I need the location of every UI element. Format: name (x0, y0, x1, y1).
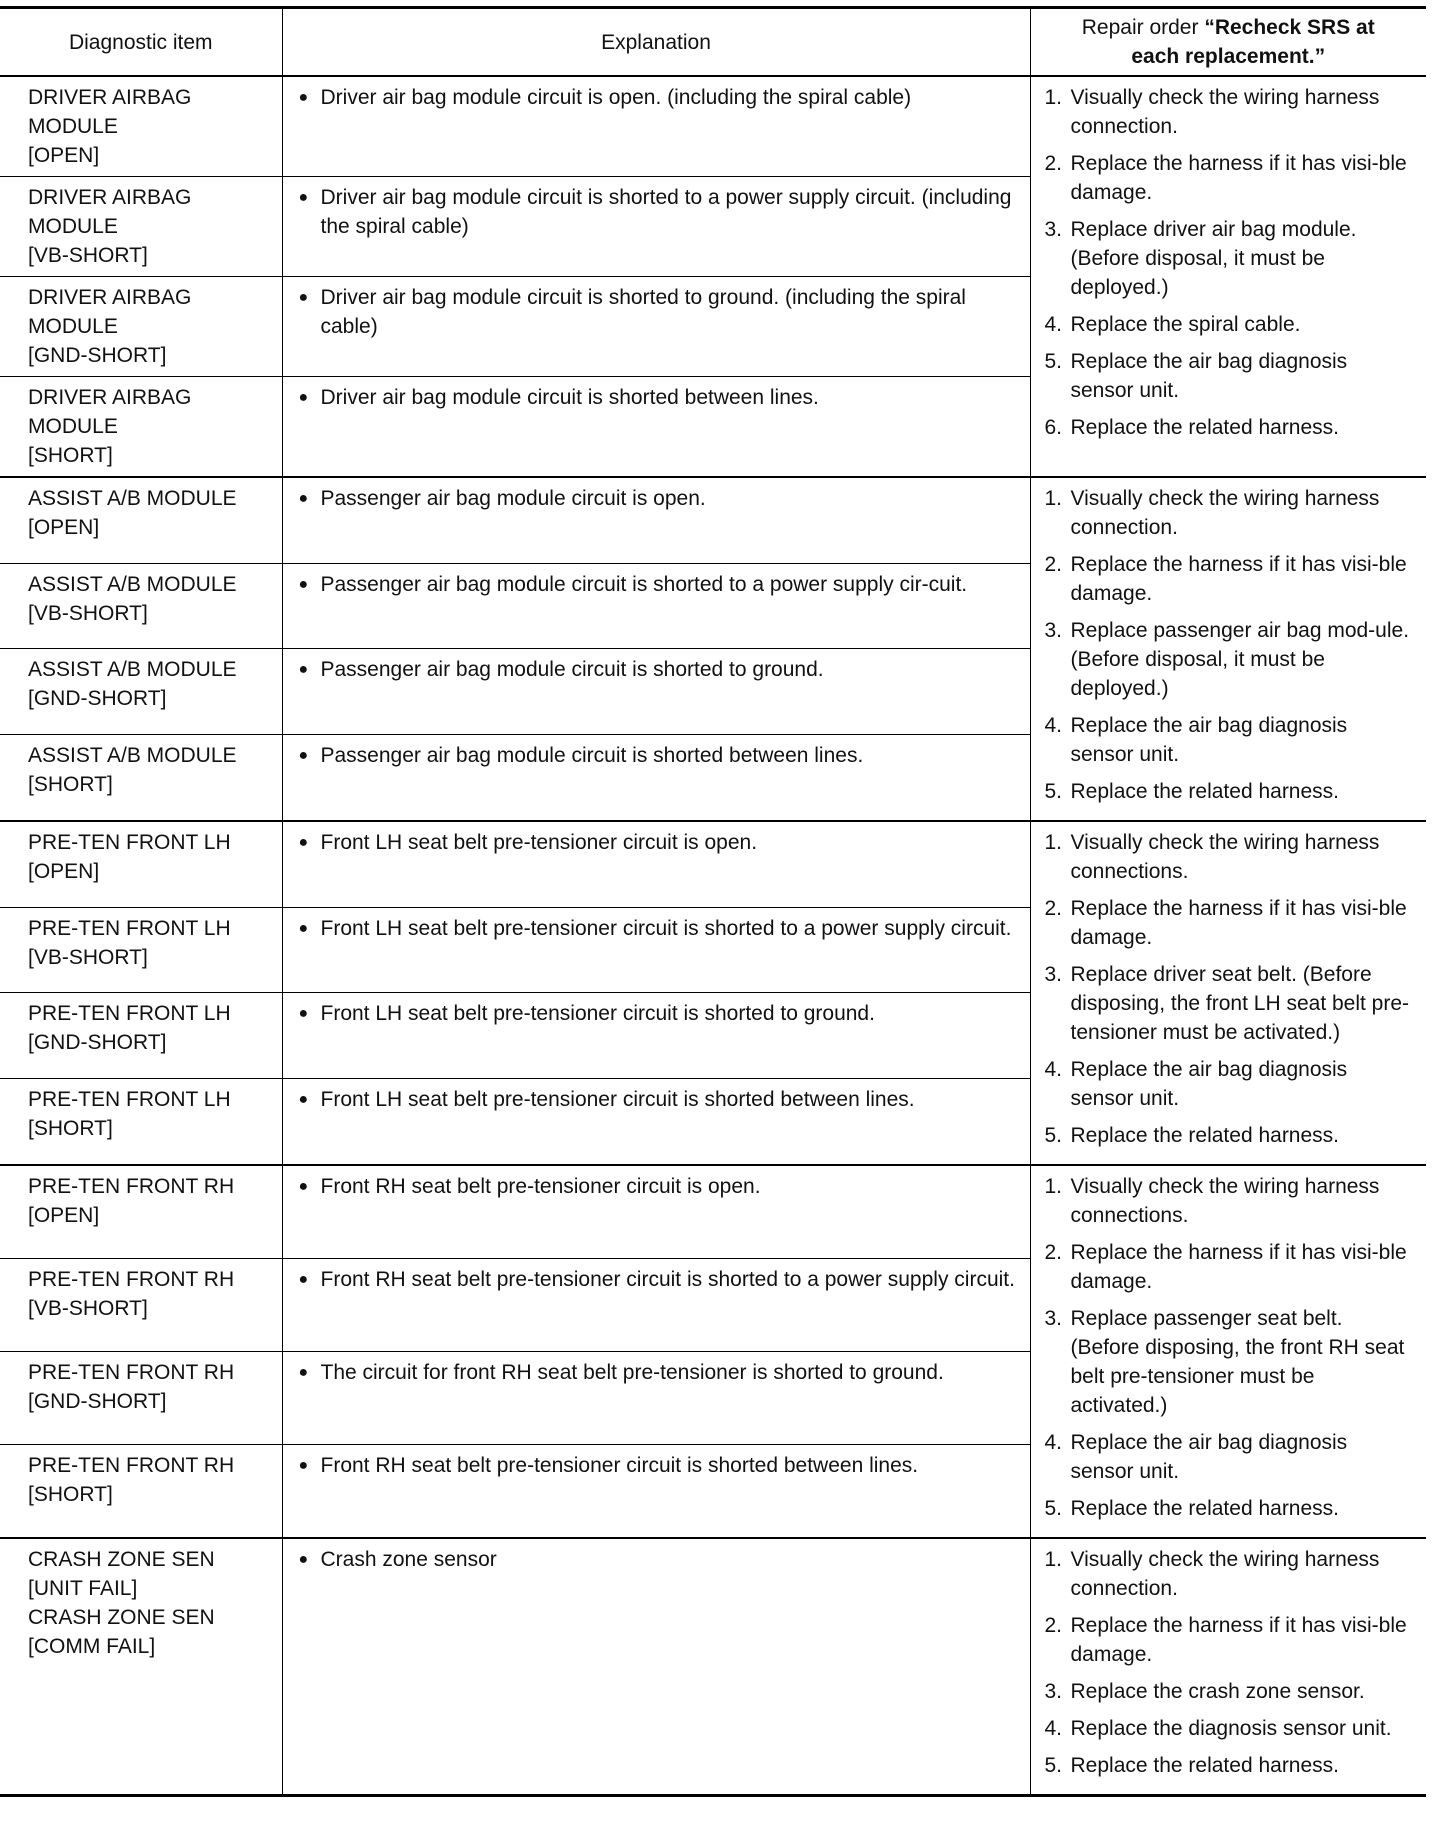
repair-step-text: Replace driver air bag module. (Before disposal, it must be deployed.) (1070, 218, 1357, 299)
diagnostic-item-line: DRIVER AIRBAG (28, 386, 192, 409)
explanation-bullet (299, 1265, 1020, 1294)
repair-step (1045, 1545, 1417, 1603)
diagnostic-item-line: ASSIST A/B MODULE (28, 658, 237, 682)
repair-step (1045, 1304, 1417, 1420)
diagnostic-item-line: DRIVER AIRBAG (28, 286, 192, 309)
explanation-bullet (299, 741, 1020, 770)
repair-step-number: 3. (1044, 963, 1063, 986)
repair-step (1045, 149, 1417, 207)
explanation-bullet (299, 1545, 1020, 1574)
repair-step-number: 4. (1044, 1431, 1063, 1454)
diagnostic-item-cell (0, 993, 282, 1079)
repair-step-text: Replace the related harness. (1070, 1754, 1339, 1777)
repair-step-number: 5. (1044, 1497, 1063, 1520)
header-repair-order-note-1: “Recheck SRS at (1204, 16, 1375, 39)
explanation-text: Front RH seat belt pre-tensioner circuit is shorted to a power supply circuit. (320, 1268, 1015, 1292)
header-repair-order-note-2: each replacement.” (1131, 45, 1326, 68)
bullet-icon: ● (298, 1271, 309, 1289)
diagnostic-item-line: [SHORT] (28, 1117, 113, 1141)
diagnostic-item-line: MODULE (28, 215, 118, 238)
diagnostic-item-line: ASSIST A/B MODULE (28, 572, 237, 596)
table-row (0, 821, 1426, 907)
bullet-icon: ● (298, 1456, 309, 1474)
explanation-cell (282, 821, 1030, 907)
repair-step (1045, 83, 1417, 141)
repair-step-number: 1. (1044, 1175, 1063, 1198)
repair-step-number: 2. (1044, 1241, 1063, 1264)
explanation-cell (282, 377, 1030, 478)
diagnostic-item-cell (0, 907, 282, 993)
explanation-text: Front LH seat belt pre-tensioner circuit is shorted to ground. (320, 1002, 875, 1026)
repair-step-number: 3. (1044, 218, 1063, 241)
repair-step-number: 2. (1044, 152, 1063, 175)
repair-step-text: Replace the air bag diagnosis sensor unit. (1070, 1431, 1348, 1483)
table-row (0, 1165, 1426, 1259)
diagnostic-item-line: ASSIST A/B MODULE (28, 744, 237, 768)
diagnostic-item-cell (0, 735, 282, 821)
repair-step-text: Replace the crash zone sensor. (1070, 1680, 1365, 1703)
repair-step (1045, 310, 1417, 339)
repair-step-text: Replace the spiral cable. (1070, 313, 1301, 336)
explanation-text: Front RH seat belt pre-tensioner circuit is open. (320, 1175, 761, 1198)
diagnostic-item-line: [VB-SHORT] (28, 244, 148, 267)
diagnostic-item-line: [GND-SHORT] (28, 344, 167, 367)
explanation-text: Driver air bag module circuit is open. (including the spiral cable) (320, 86, 912, 109)
diagnostic-item-line: [GND-SHORT] (28, 1031, 167, 1055)
repair-step-number: 1. (1044, 487, 1063, 510)
repair-step (1045, 894, 1417, 952)
repair-order-cell (1030, 1538, 1426, 1796)
repair-step-number: 6. (1044, 416, 1063, 439)
diagnostic-item-cell (0, 1444, 282, 1538)
diagnostic-item-line: ASSIST A/B MODULE (28, 487, 237, 510)
repair-step (1045, 1172, 1417, 1230)
table-row (0, 76, 1426, 177)
diagnostic-item-line: MODULE (28, 415, 118, 438)
explanation-cell (282, 907, 1030, 993)
explanation-cell (282, 1351, 1030, 1444)
diagnostic-item-line: PRE-TEN FRONT LH (28, 831, 231, 854)
explanation-bullet (299, 1172, 1020, 1201)
repair-step-text: Replace the related harness. (1070, 1124, 1339, 1147)
repair-step-text: Replace the air bag diagnosis sensor unit. (1070, 1058, 1348, 1110)
explanation-cell (282, 735, 1030, 821)
header-explanation: Explanation (282, 8, 1030, 77)
explanation-text: The circuit for front RH seat belt pre-tensioner is shorted to ground. (320, 1360, 944, 1384)
diagnostic-item-cell (0, 821, 282, 907)
bullet-icon: ● (298, 289, 309, 306)
repair-step-number: 1. (1044, 86, 1063, 109)
diagnostic-item-line: [SHORT] (28, 1482, 113, 1506)
repair-step (1045, 1121, 1417, 1150)
diagnostic-item-line: [GND-SHORT] (28, 687, 167, 711)
table-row (0, 1538, 1426, 1796)
diagnostic-item-line: [SHORT] (28, 773, 113, 797)
repair-step-text: Visually check the wiring harness connections. (1070, 831, 1380, 883)
diagnostic-item-line: PRE-TEN FRONT LH (28, 1002, 231, 1026)
repair-step-number: 5. (1044, 1754, 1063, 1777)
explanation-bullet (299, 1358, 1020, 1387)
diagnostic-item-line: [SHORT] (28, 444, 113, 467)
repair-step-number: 1. (1044, 1548, 1063, 1571)
diagnostic-item-cell (0, 177, 282, 277)
diagnostic-item-cell (0, 1259, 282, 1352)
repair-step-text: Replace the related harness. (1070, 780, 1339, 803)
repair-step (1045, 960, 1417, 1047)
table-row (0, 477, 1426, 563)
explanation-cell (282, 563, 1030, 649)
repair-step (1045, 1238, 1417, 1296)
diagnostic-item-cell (0, 563, 282, 649)
explanation-text: Driver air bag module circuit is shorted between lines. (320, 386, 819, 409)
diagnostic-item-cell (0, 1079, 282, 1165)
bullet-icon: ● (298, 1551, 309, 1568)
explanation-cell (282, 477, 1030, 563)
repair-step (1045, 347, 1417, 405)
table-header-row (0, 8, 1426, 77)
repair-step-text: Replace the related harness. (1070, 416, 1339, 439)
repair-step (1045, 777, 1417, 806)
repair-step-text: Replace the harness if it has visi-ble damage. (1070, 897, 1407, 949)
diagnostic-item-cell (0, 1538, 282, 1796)
diagnostic-item-line: PRE-TEN FRONT RH (28, 1175, 235, 1198)
bullet-icon: ● (298, 575, 309, 593)
explanation-cell (282, 177, 1030, 277)
repair-step-number: 4. (1044, 714, 1063, 737)
explanation-bullet (299, 828, 1020, 857)
repair-step-text: Replace passenger air bag mod-ule. (Before disposal, it must be deployed.) (1070, 619, 1410, 700)
header-repair-order (1030, 8, 1426, 77)
repair-step (1045, 550, 1417, 608)
explanation-text: Passenger air bag module circuit is shorted between lines. (320, 744, 864, 768)
header-diagnostic-item: Diagnostic item (0, 8, 282, 77)
bullet-icon: ● (298, 1091, 309, 1109)
explanation-bullet (299, 914, 1020, 943)
explanation-text: Passenger air bag module circuit is open. (320, 487, 706, 510)
repair-step-text: Visually check the wiring harness connection. (1070, 487, 1380, 539)
repair-step-number: 3. (1044, 1680, 1063, 1703)
repair-step-number: 5. (1044, 350, 1063, 373)
diagnostic-item-line: [GND-SHORT] (28, 1389, 167, 1413)
explanation-bullet (299, 83, 1020, 112)
bullet-icon: ● (298, 1005, 309, 1023)
repair-order-cell (1030, 477, 1426, 821)
bullet-icon: ● (298, 1178, 309, 1195)
repair-step-number: 2. (1044, 553, 1063, 576)
explanation-text: Driver air bag module circuit is shorted to ground. (including the spiral cable) (320, 286, 966, 338)
repair-step (1045, 711, 1417, 769)
diagnostic-item-cell (0, 1351, 282, 1444)
bullet-icon: ● (298, 747, 309, 765)
repair-step-number: 1. (1044, 831, 1063, 854)
diagnostic-item-line: [VB-SHORT] (28, 1297, 148, 1321)
diagnostic-item-line: DRIVER AIRBAG (28, 186, 192, 209)
diagnostic-item-cell (0, 377, 282, 478)
explanation-text: Passenger air bag module circuit is shorted to a power supply cir-cuit. (320, 572, 968, 596)
diagnostic-item-cell (0, 1165, 282, 1259)
explanation-bullet (299, 999, 1020, 1028)
diagnostic-item-line: PRE-TEN FRONT RH (28, 1268, 235, 1292)
explanation-bullet (299, 283, 1020, 341)
diagnostic-table (0, 6, 1426, 1797)
explanation-bullet (299, 183, 1020, 241)
bullet-icon: ● (298, 490, 309, 507)
repair-step (1045, 484, 1417, 542)
explanation-bullet (299, 484, 1020, 513)
repair-step-text: Replace passenger seat belt. (Before disposing, the front RH seat belt pre-tensioner must be activated.) (1070, 1307, 1405, 1417)
repair-step-number: 4. (1044, 313, 1063, 336)
explanation-cell (282, 277, 1030, 377)
repair-step (1045, 413, 1417, 442)
repair-step (1045, 1055, 1417, 1113)
diagnostic-item-line: PRE-TEN FRONT RH (28, 1453, 235, 1477)
explanation-cell (282, 1538, 1030, 1796)
explanation-bullet (299, 383, 1020, 412)
diagnostic-item-line: [OPEN] (28, 860, 100, 883)
explanation-text: Front LH seat belt pre-tensioner circuit is shorted to a power supply circuit. (320, 916, 1012, 940)
diagnostic-item-cell (0, 477, 282, 563)
explanation-bullet (299, 570, 1020, 599)
bullet-icon: ● (298, 389, 309, 406)
repair-step-text: Replace driver seat belt. (Before disposing, the front LH seat belt pre-tensioner must be activated.) (1070, 963, 1410, 1044)
explanation-text: Front RH seat belt pre-tensioner circuit is shorted between lines. (320, 1453, 919, 1477)
repair-step-number: 3. (1044, 619, 1063, 642)
repair-step (1045, 215, 1417, 302)
diagnostic-item-line: [VB-SHORT] (28, 945, 148, 969)
repair-order-cell (1030, 76, 1426, 477)
diagnostic-item-line: [OPEN] (28, 516, 100, 539)
bullet-icon: ● (298, 1363, 309, 1381)
repair-step (1045, 1428, 1417, 1486)
repair-step-text: Visually check the wiring harness connections. (1070, 1175, 1380, 1227)
repair-step-number: 2. (1044, 897, 1063, 920)
repair-step-number: 4. (1044, 1058, 1063, 1081)
explanation-cell (282, 76, 1030, 177)
diagnostic-item-line: DRIVER AIRBAG (28, 86, 192, 109)
repair-step-text: Replace the air bag diagnosis sensor unit. (1070, 714, 1348, 766)
diagnostic-item-cell (0, 649, 282, 735)
repair-step (1045, 1714, 1417, 1743)
explanation-cell (282, 649, 1030, 735)
diagnostic-item-line: [UNIT FAIL] (28, 1577, 138, 1600)
diagnostic-item-line: PRE-TEN FRONT LH (28, 1088, 231, 1112)
repair-step-text: Replace the harness if it has visi-ble damage. (1070, 553, 1407, 605)
repair-step-number: 5. (1044, 780, 1063, 803)
srs-diagnostic-document (0, 6, 1426, 1797)
diagnostic-item-line: [VB-SHORT] (28, 601, 148, 625)
diagnostic-item-cell (0, 76, 282, 177)
explanation-bullet (299, 1451, 1020, 1480)
diagnostic-item-line: [COMM FAIL] (28, 1635, 156, 1658)
repair-step-number: 2. (1044, 1614, 1063, 1637)
diagnostic-item-line: [OPEN] (28, 144, 100, 167)
repair-step-text: Replace the harness if it has visi-ble damage. (1070, 1614, 1407, 1666)
diagnostic-item-line: [OPEN] (28, 1204, 100, 1227)
explanation-text: Front LH seat belt pre-tensioner circuit is open. (320, 831, 758, 854)
bullet-icon: ● (298, 834, 309, 851)
repair-step-text: Visually check the wiring harness connection. (1070, 86, 1380, 138)
repair-step-number: 5. (1044, 1124, 1063, 1147)
explanation-bullet (299, 655, 1020, 684)
bullet-icon: ● (298, 919, 309, 937)
repair-step-number: 3. (1044, 1307, 1063, 1330)
explanation-text: Crash zone sensor (320, 1548, 497, 1571)
repair-order-cell (1030, 821, 1426, 1165)
repair-step (1045, 828, 1417, 886)
repair-step-number: 4. (1044, 1717, 1063, 1740)
repair-step (1045, 1751, 1417, 1780)
diagnostic-item-line: CRASH ZONE SEN (28, 1548, 215, 1571)
explanation-bullet (299, 1085, 1020, 1114)
bullet-icon: ● (298, 89, 309, 106)
diagnostic-item-cell (0, 277, 282, 377)
bullet-icon: ● (298, 661, 309, 679)
explanation-text: Front LH seat belt pre-tensioner circuit is shorted between lines. (320, 1088, 915, 1112)
diagnostic-item-line: CRASH ZONE SEN (28, 1606, 215, 1629)
repair-order-cell (1030, 1165, 1426, 1538)
repair-step-text: Replace the harness if it has visi-ble damage. (1070, 1241, 1407, 1293)
repair-step-text: Replace the related harness. (1070, 1497, 1339, 1520)
repair-step (1045, 616, 1417, 703)
explanation-cell (282, 1259, 1030, 1352)
repair-step (1045, 1494, 1417, 1523)
explanation-text: Passenger air bag module circuit is shorted to ground. (320, 658, 824, 682)
explanation-cell (282, 1079, 1030, 1165)
header-repair-order-prefix: Repair order (1081, 16, 1205, 39)
diagnostic-item-line: PRE-TEN FRONT LH (28, 916, 231, 940)
repair-step-text: Replace the air bag diagnosis sensor unit. (1070, 350, 1348, 402)
explanation-cell (282, 1165, 1030, 1259)
repair-step-text: Replace the diagnosis sensor unit. (1070, 1717, 1392, 1740)
diagnostic-item-line: MODULE (28, 115, 118, 138)
repair-step (1045, 1611, 1417, 1669)
table-body (0, 76, 1426, 1796)
repair-step-text: Visually check the wiring harness connection. (1070, 1548, 1380, 1600)
explanation-cell (282, 1444, 1030, 1538)
diagnostic-item-line: PRE-TEN FRONT RH (28, 1360, 235, 1384)
diagnostic-item-line: MODULE (28, 315, 118, 338)
explanation-cell (282, 993, 1030, 1079)
repair-step-text: Replace the harness if it has visi-ble damage. (1070, 152, 1407, 204)
bullet-icon: ● (298, 189, 309, 206)
explanation-text: Driver air bag module circuit is shorted to a power supply circuit. (including the spiral cable) (320, 186, 1012, 238)
repair-step (1045, 1677, 1417, 1706)
